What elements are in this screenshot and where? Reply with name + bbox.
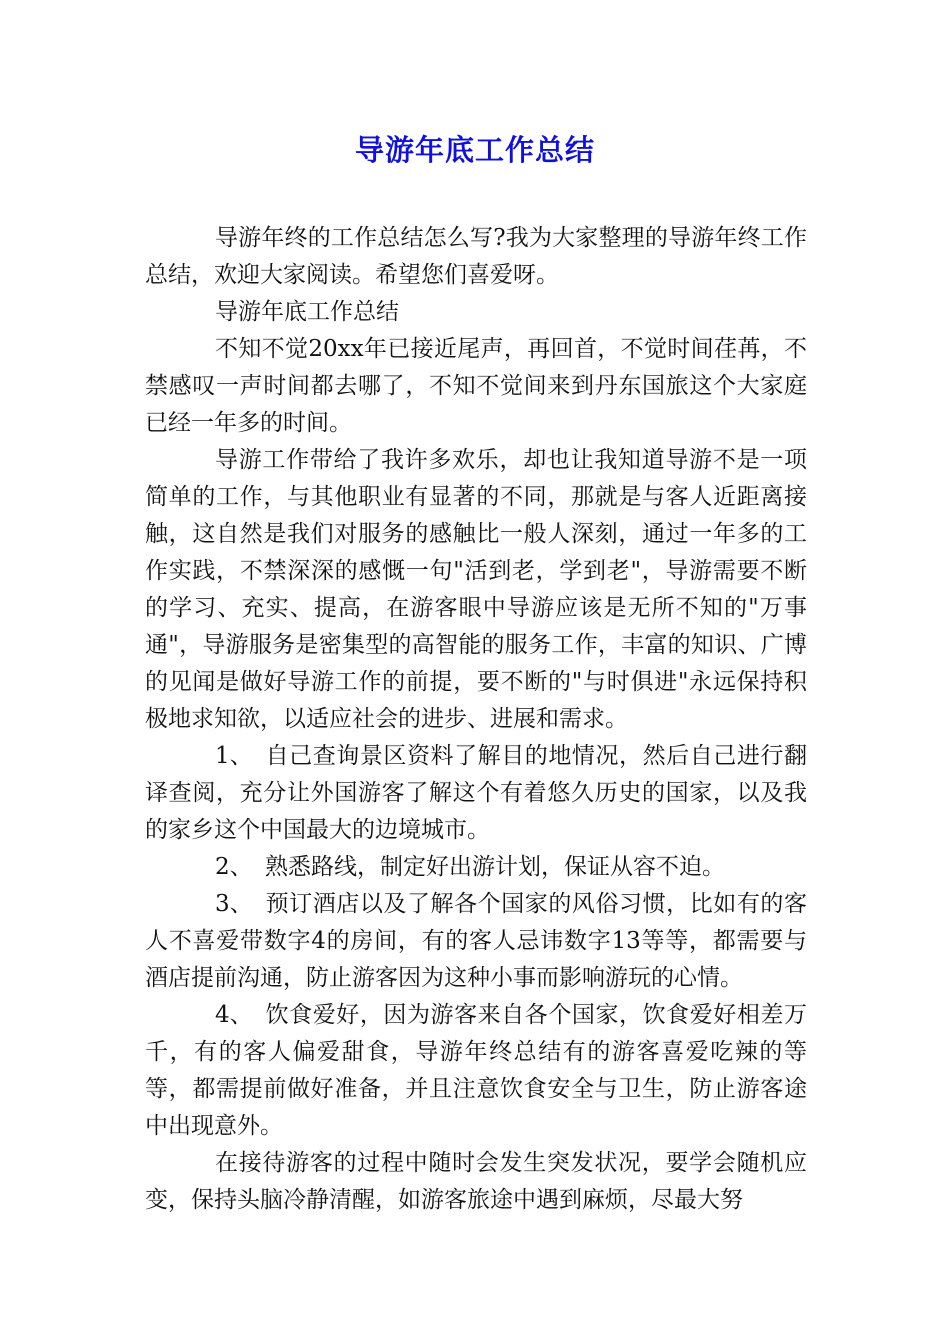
document-title: 导游年底工作总结 [354,133,595,167]
paragraph-text: 熟悉路线，制定好出游计划，保证从容不迫。 [265,854,725,880]
list-number: 1、 [215,743,253,769]
paragraph-text: 不知不觉20xx年已接近尾声，再回首，不觉时间荏苒，不禁感叹一声时间都去哪了，不知不觉间来到丹东国旅这个大家庭已经一年多的时间。 [145,336,807,436]
paragraph-text: 饮食爱好，因为游客来自各个国家，饮食爱好相差万千，有的客人偏爱甜食，导游年终总结有的游客喜爱吃辣的等等，都需提前做好准备，并且注意饮食安全与卫生，防止游客途中出现意外。 [145,1002,807,1139]
paragraph-text: 预订酒店以及了解各个国家的风俗习惯，比如有的客人不喜爱带数字4的房间，有的客人忌讳数字13等等，都需要与酒店提前沟通，防止游客因为这种小事而影响游玩的心情。 [145,891,807,991]
paragraph-opening [145,331,807,442]
list-number: 3、 [215,891,253,917]
paragraph-subtitle [145,294,807,331]
paragraph-intro [145,220,807,294]
paragraph-text: 导游年底工作总结 [215,299,399,325]
list-item-2 [145,849,807,886]
list-item-1 [145,738,807,849]
list-item-4 [145,997,807,1145]
list-item-3 [145,886,807,997]
list-number: 2、 [215,854,253,880]
paragraph-text: 导游年终的工作总结怎么写?我为大家整理的导游年终工作总结，欢迎大家阅读。希望您们喜爱呀。 [145,225,807,288]
paragraph-text: 自己查询景区资料了解目的地情况，然后自己进行翻译查阅，充分让外国游客了解这个有着悠久历史的国家，以及我的家乡这个中国最大的边境城市。 [145,743,807,843]
document-body [145,220,807,1219]
list-number: 4、 [215,1002,253,1028]
paragraph-work-reflection [145,442,807,738]
paragraph-text: 导游工作带给了我许多欢乐，却也让我知道导游不是一项简单的工作，与其他职业有显著的不同，那就是与客人近距离接触，这自然是我们对服务的感触比一般人深刻，通过一年多的工作实践，不禁深深的感慨一句"活到老，学到老"，导游需要不断的学习、充实、提高，在游客眼中导游应该是无所不知的"万事通"，导游服务是密集型的高智能的服务工作，丰富的知识、广博的见闻是做好导游工作的前提，要不断的"与时俱进"永远保持积极地求知欲，以适应社会的进步、进展和需求。 [145,447,807,732]
paragraph-emergency [145,1145,807,1219]
paragraph-text: 在接待游客的过程中随时会发生突发状况，要学会随机应变，保持头脑冷静清醒，如游客旅途中遇到麻烦，尽最大努 [145,1150,807,1213]
